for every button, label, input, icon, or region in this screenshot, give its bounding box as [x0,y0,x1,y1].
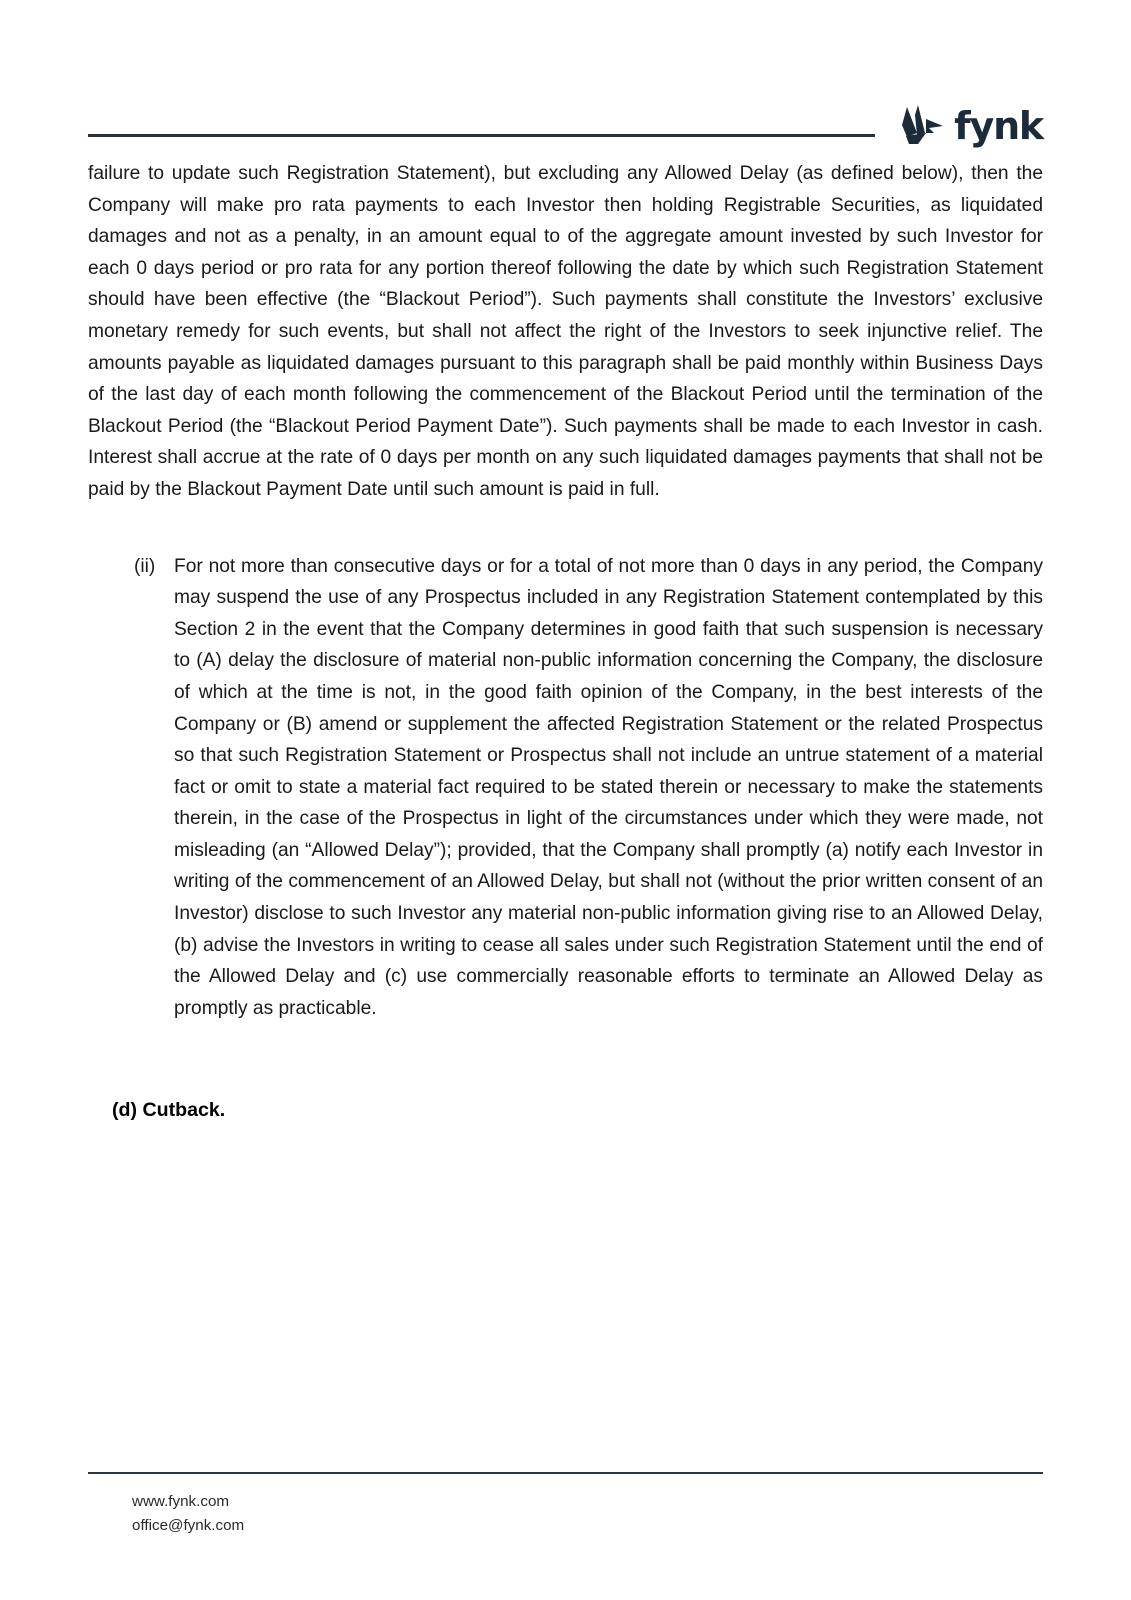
page-header [88,98,1043,150]
document-content [88,158,1043,1124]
fynk-logo [893,99,1043,149]
list-item-ii [134,551,1043,1025]
footer-website[interactable]: www.fynk.com [132,1493,230,1510]
fynk-wordmark: fynk [954,104,1043,148]
footer-contact [132,1490,1043,1538]
footer-divider [88,1472,1043,1474]
header-divider [88,134,875,137]
paragraph-allowed-delay: For not more than consecutive days or for a total of not more than 0 days in any period, the Company may suspend the use of any Prospectus included in any Registration Statement contemplated by this Section 2 in the event that the Company determines in good faith that such suspension is necessary to (A) delay the disclosure of material non-public information concerning the Company, the disclosure of which at the time is not, in the good faith opinion of the Company, in the best interests of the Company or (B) amend or supplement the affected Registration Statement or the related Prospectus so that such Registration Statement or Prospectus shall not include an untrue statement of a material fact or omit to state a material fact required to be stated therein or necessary to make the statements therein, in the case of the Prospectus in light of the circumstances under which they were made, not misleading (an “Allowed Delay”); provided, that the Company shall promptly (a) notify each Investor in writing of the commencement of an Allowed Delay, but shall not (without the prior written consent of an Investor) disclose to such Investor any material non-public information giving rise to an Allowed Delay, (b) advise the Investors in writing to cease all sales under such Registration Statement until the end of the Allowed Delay and (c) use commercially reasonable efforts to terminate an Allowed Delay as promptly as practicable. [174,555,1043,1019]
paragraph-blackout-period: failure to update such Registration Statement), but excluding any Allowed Delay (as defined below), then the Company will make pro rata payments to each Investor then holding Registrable Securities, as liquidated damages and not as a penalty, in an amount equal to of the aggregate amount invested by such Investor for each 0 days period or pro rata for any portion thereof following the date by which such Registration Statement should have been effective (the “Blackout Period”). Such payments shall constitute the Investors’ exclusive monetary remedy for such events, but shall not affect the right of the Investors to seek injunctive relief. The amounts payable as liquidated damages pursuant to this paragraph shall be paid monthly within Business Days of the last day of each month following the commencement of the Blackout Period until the termination of the Blackout Period (the “Blackout Period Payment Date”). Such payments shall be made to each Investor in cash. Interest shall accrue at the rate of 0 days per month on any such liquidated damages payments that shall not be paid by the Blackout Payment Date until such amount is paid in full. [88,163,1043,500]
fynk-bird-logo-icon [893,103,945,149]
page-footer [88,1472,1043,1538]
footer-email[interactable]: office@fynk.com [132,1517,245,1534]
list-marker-ii: (ii) [134,555,156,577]
heading-cutback: (d) Cutback. [112,1099,226,1122]
